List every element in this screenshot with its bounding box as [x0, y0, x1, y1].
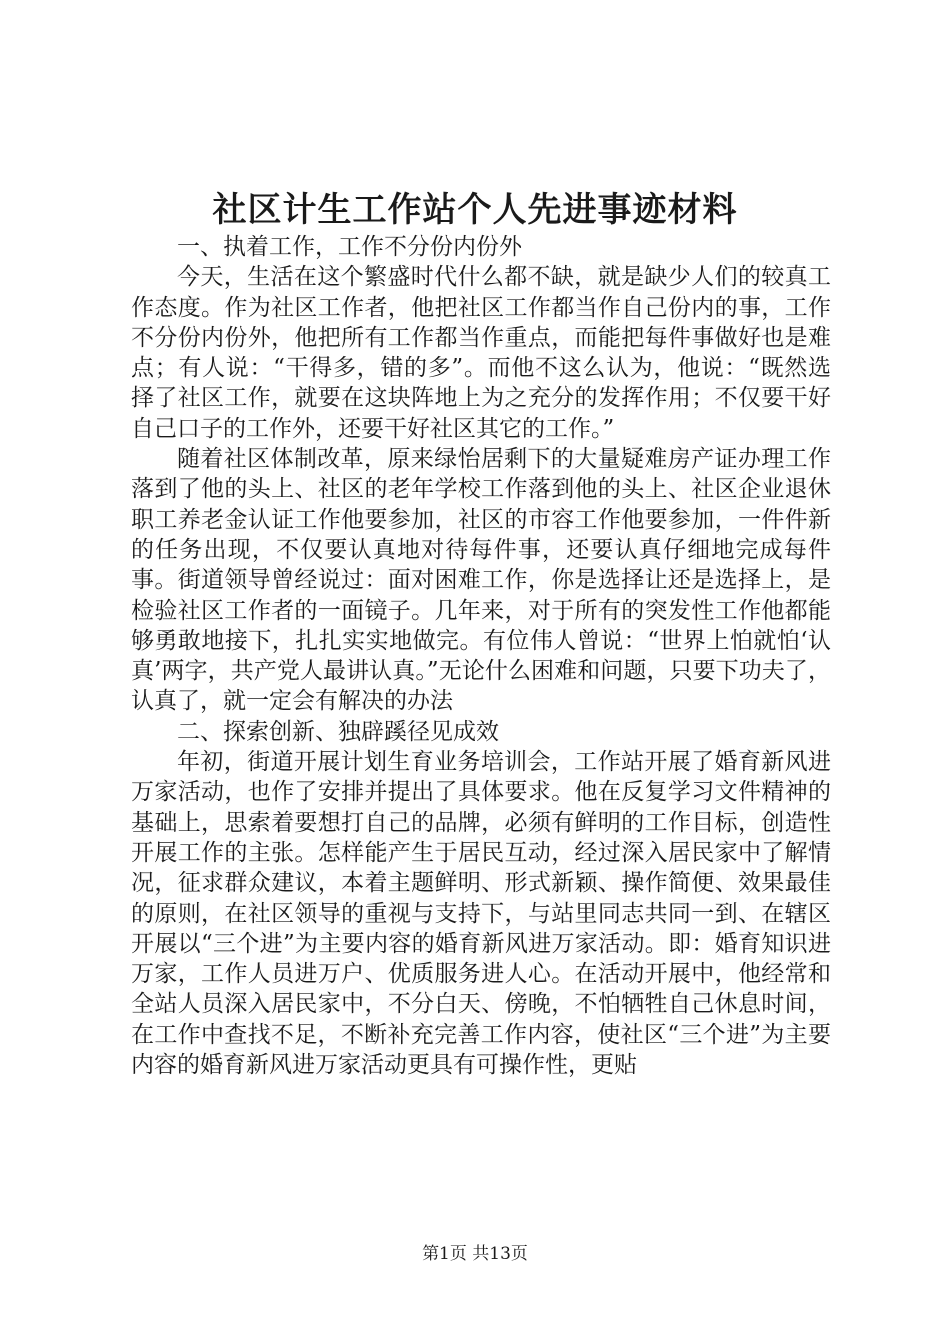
paragraph-2: 随着社区体制改革，原来绿怡居剩下的大量疑难房产证办理工作落到了他的头上、社区的老年学校工作落到他的头上、社区企业退休职工养老金认证工作他要参加，社区的市容工作他要参加，一件件新的任务出现，不仅要认真地对待每件事，还要认真仔细地完成每件事。街道领导曾经说过：面对困难工作，你是选择让还是选择上，是检验社区工作者的一面镜子。几年来，对于所有的突发性工作他都能够勇敢地接下，扎扎实实地做完。有位伟人曾说：“世界上怕就怕‘认真’两字，共产党人最讲认真。”无论什么困难和问题，只要下功夫了，认真了，就一定会有解决的办法 — [131, 446, 831, 715]
section-heading-2: 二、探索创新、独辟蹊径见成效 — [177, 718, 499, 745]
page-number-footer: 第1页 共13页 — [422, 1244, 528, 1264]
paragraph-3: 年初，街道开展计划生育业务培训会，工作站开展了婚育新风进万家活动，也作了安排并提出了具体要求。他在反复学习文件精神的基础上，思索着要想打自己的品牌，必须有鲜明的工作目标，创造性开展工作的主张。怎样能产生于居民互动，经过深入居民家中了解情况，征求群众建议，本着主题鲜明、形式新颖、操作简便、效果最佳的原则，在社区领导的重视与支持下，与站里同志共同一到、在辖区开展以“三个进”为主要内容的婚育新风进万家活动。即：婚育知识进万家，工作人员进万户、优质服务进人心。在活动开展中，他经常和全站人员深入居民家中，不分白天、傍晚，不怕牺牲自己休息时间，在工作中查找不足，不断补充完善工作内容，使社区“三个进”为主要内容的婚育新风进万家活动更具有可操作性，更贴 — [131, 749, 831, 1079]
section-heading-1: 一、执着工作，工作不分份内份外 — [177, 234, 522, 260]
paragraph-1: 今天，生活在这个繁盛时代什么都不缺，就是缺少人们的较真工作态度。作为社区工作者，他把社区工作都当作自己份内的事，工作不分份内份外，他把所有工作都当作重点，而能把每件事做好也是难点；有人说：“干得多，错的多”。而他不这么认为，他说：“既然选择了社区工作，就要在这块阵地上为之充分的发挥作用；不仅要干好自己口子的工作外，还要干好社区其它的工作。” — [131, 264, 831, 442]
document-title: 社区计生工作站个人先进事迹材料 — [212, 190, 738, 230]
document-body — [131, 232, 831, 1080]
